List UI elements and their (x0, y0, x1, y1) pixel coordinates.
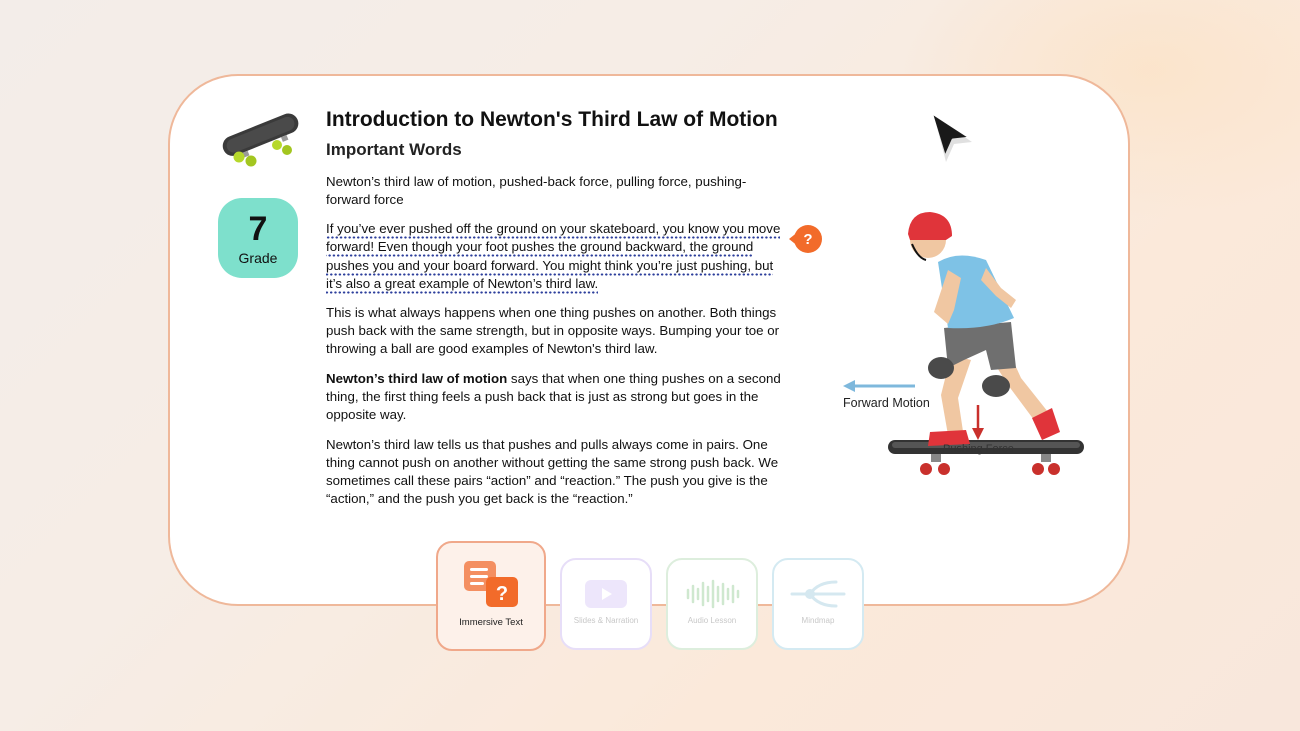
grade-number: 7 (248, 210, 268, 248)
highlighted-paragraph[interactable] (326, 220, 790, 293)
tool-mindmap[interactable] (772, 558, 864, 650)
lesson-content (326, 106, 790, 508)
forward-motion-arrow (843, 379, 917, 393)
important-words-text: Newton’s third law of motion, pushed-back force, pulling force, pushing-forward force (326, 174, 747, 207)
tool-label: Audio Lesson (687, 616, 737, 625)
highlighted-paragraph-text[interactable]: If you’ve ever pushed off the ground on your skateboard, you know you move forward! Even though your foot pushes the ground backward, the ground pushes you and your board forward. You might think you’re just pushing, but it’s also a great example of Newton’s third law. (326, 221, 780, 294)
pushing-force-label: Pushing Force (943, 443, 1014, 455)
slides-play-icon (583, 578, 629, 610)
tool-label: Mindmap (801, 616, 835, 625)
grade-label: Grade (238, 250, 278, 266)
question-symbol: ? (803, 231, 813, 248)
paragraph-2: This is what always happens when one thing pushes on another. Both things push back with the same strength, but in opposite ways. Bumping your toe or throwing a ball are good examples of Newton's third law. (326, 305, 780, 357)
audio-waveform-icon (684, 578, 740, 610)
paragraph-3-bold: Newton’s third law of motion (326, 371, 508, 387)
question-icon (787, 224, 825, 254)
tool-label: Slides & Narration (573, 616, 639, 625)
skateboard-icon (215, 105, 305, 167)
svg-text:?: ? (495, 583, 509, 605)
tool-audio-lesson[interactable] (666, 558, 758, 650)
tool-switcher (0, 540, 1300, 660)
tool-label: Immersive Text (459, 617, 523, 628)
lesson-title: Introduction to Newton's Third Law of Motion (326, 108, 778, 131)
paragraph-3-rest: says that when one thing pushes on a second thing, the first thing feels a push back that is just as strong but goes in the opposite way. (326, 371, 781, 423)
paragraph-3 (326, 370, 790, 424)
mindmap-icon (788, 578, 848, 610)
tool-immersive-text[interactable] (436, 541, 546, 651)
tool-slides-narration[interactable] (560, 558, 652, 650)
immersive-text-icon (462, 559, 520, 609)
lesson-subtitle: Important Words (326, 140, 462, 159)
grade-badge (218, 198, 298, 278)
question-marker-button[interactable] (787, 224, 825, 254)
cursor-arrow-icon (925, 108, 977, 166)
forward-motion-label: Forward Motion (843, 396, 930, 410)
paragraph-4: Newton’s third law tells us that pushes and pulls always come in pairs. One thing cannot push on another without getting the same strong push back. We sometimes call these pairs “action” and “reaction.” The push you give is the “action,” and the push you get back is the “reaction.” (326, 437, 779, 507)
